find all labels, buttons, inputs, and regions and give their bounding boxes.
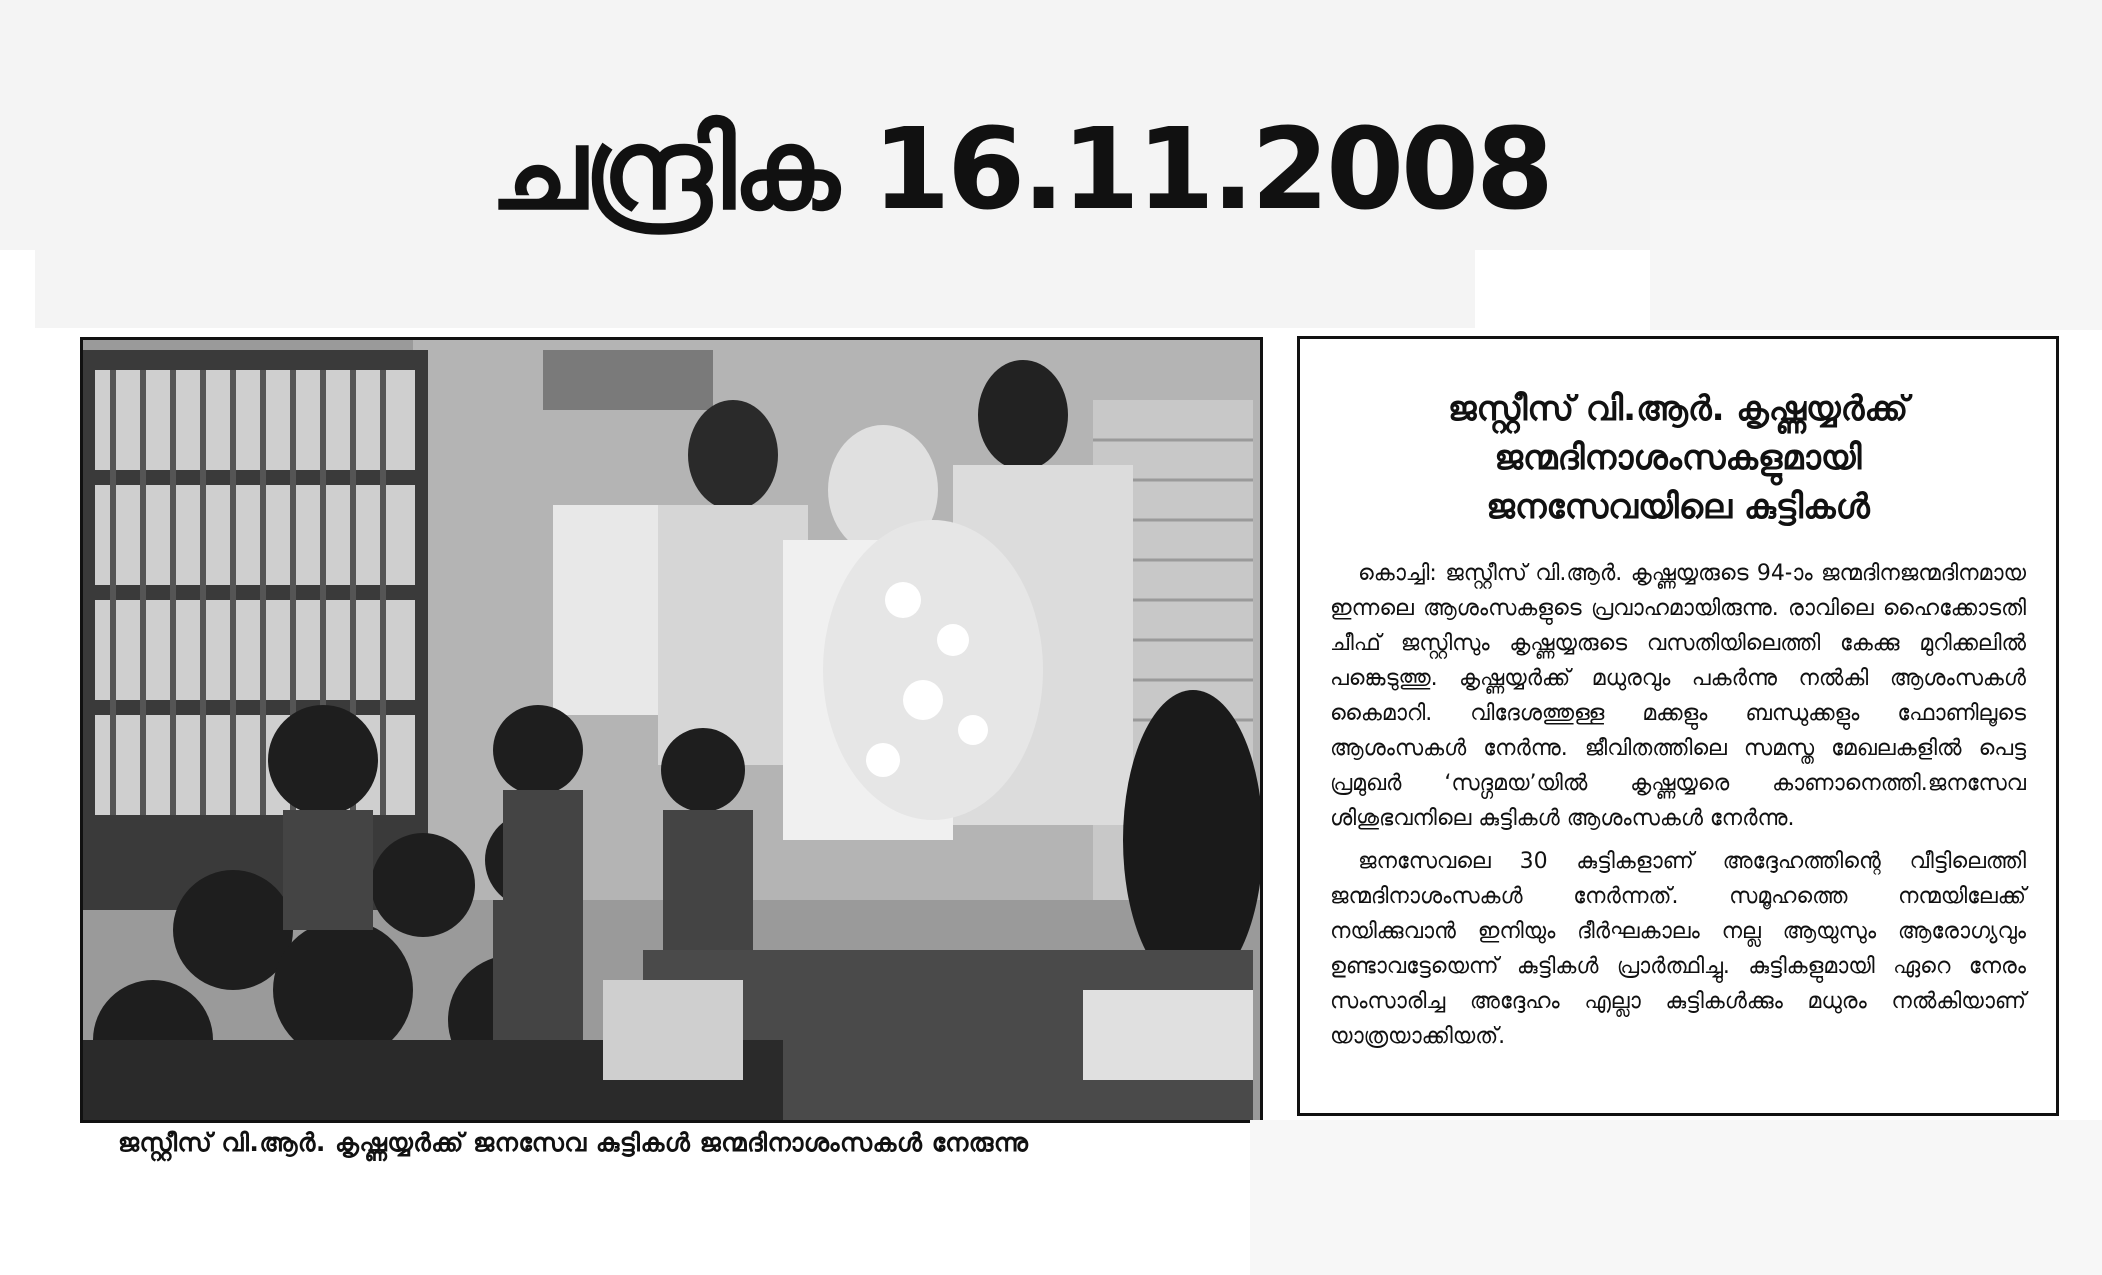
- photo-caption: ജസ്റ്റീസ് വി.ആർ. കൃഷ്ണയ്യർക്ക് ജനസേവ കുട്ടികൾ ജന്മദിനാശംസകൾ നേരുന്നു: [118, 1128, 1029, 1157]
- headline-line-2: ജന്മദിനാശംസകളുമായി: [1494, 438, 1862, 478]
- news-article: [1297, 336, 2059, 1116]
- headline-line-1: ജസ്റ്റീസ് വി.ആർ. കൃഷ്ണയ്യർക്ക്: [1447, 389, 1909, 429]
- scan-background-strip: [35, 250, 1475, 328]
- news-photo: [80, 337, 1263, 1123]
- article-body: [1330, 556, 2026, 1054]
- article-headline: [1330, 385, 2026, 532]
- photo-illustration: [83, 340, 1260, 1120]
- scan-background-patch-bottom: [1250, 1120, 2102, 1275]
- article-paragraph-1: കൊച്ചി: ജസ്റ്റീസ് വി.ആർ. കൃഷ്ണയ്യരുടെ 94-ാം ജന്മദിനജന്മദിനമായ ഇന്നലെ ആശംസകളുടെ പ്രവാഹമായിരുന്നു. രാവിലെ ഹൈക്കോടതി ചീഫ് ജസ്റ്റിസും കൃഷ്ണയ്യരുടെ വസതിയിലെത്തി കേക്കു മുറിക്കലിൽ പങ്കെടുത്തു. കൃഷ്ണയ്യർക്ക് മധുരവും പകർന്നു നൽകി ആശംസകൾ കൈമാറി. വിദേശത്തുള്ള മക്കളും ബന്ധുക്കളും ഫോണിലൂടെ ആശംസകൾ നേർന്നു. ജീവിതത്തിലെ സമസ്ത മേഖലകളിൽ പെട്ട പ്രമുഖർ ‘സദ്ഗമയ’യിൽ കൃഷ്ണയ്യരെ കാണാനെത്തി.ജനസേവ ശിശുഭവനിലെ കുട്ടികൾ ആശംസകൾ നേർന്നു.: [1330, 561, 2026, 831]
- article-paragraph-2: ജനസേവലെ 30 കുട്ടികളാണ് അദ്ദേഹത്തിന്റെ വീട്ടിലെത്തി ജന്മദിനാശംസകൾ നേർന്നത്. സമൂഹത്തെ നന്മയിലേക്ക് നയിക്കുവാൻ ഇനിയും ദീർഘകാലം നല്ല ആയുസും ആരോഗ്യവും ഉണ്ടാവട്ടേയെന്ന് കുട്ടികൾ പ്രാർത്ഥിച്ചു. കുട്ടികളുമായി ഏറെ നേരം സംസാരിച്ച അദ്ദേഹം എല്ലാ കുട്ടികൾക്കും മധുരം നൽകിയാണ് യാത്രയാക്കിയത്.: [1330, 849, 2026, 1049]
- scan-background-patch: [1650, 200, 2102, 330]
- headline-line-3: ജനസേവയിലെ കുട്ടികൾ: [1486, 487, 1870, 527]
- newspaper-masthead: ചന്ദ്രിക 16.11.2008: [490, 105, 1551, 235]
